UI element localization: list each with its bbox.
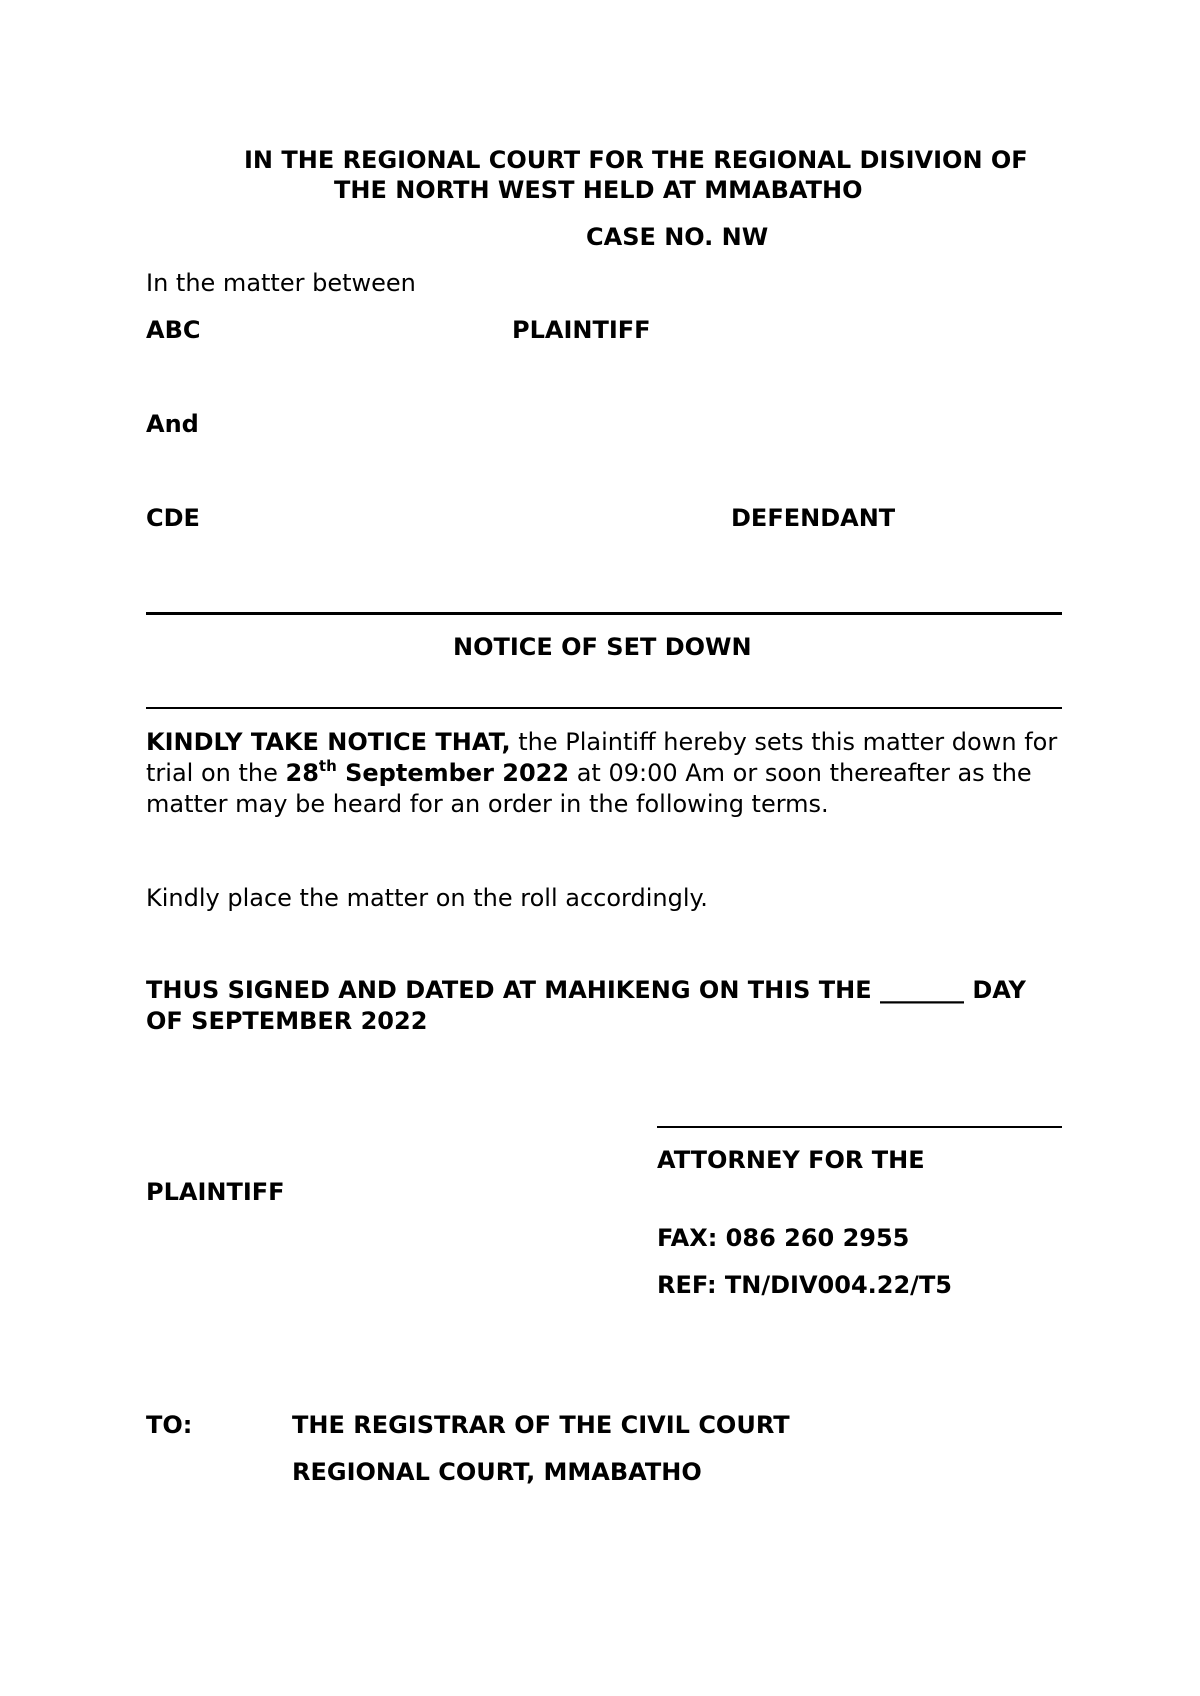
fax-number: FAX: 086 260 2955 — [657, 1224, 910, 1252]
plaintiff-role: PLAINTIFF — [512, 316, 651, 344]
hearing-day: 28 — [285, 759, 319, 787]
defendant-name: CDE — [146, 504, 200, 532]
signed-dated-statement: THUS SIGNED AND DATED AT MAHIKENG ON THIS THE _______ DAY OF SEPTEMBER 2022 — [146, 976, 1026, 1035]
court-heading-line-2: THE NORTH WEST HELD AT MMABATHO — [334, 176, 863, 204]
notice-text-2: at 09:00 Am or soon thereafter as the matter may be heard for an order in the following terms. — [146, 759, 1032, 818]
notice-text-1: the Plaintiff hereby sets this matter down for trial on the — [146, 728, 1058, 787]
notice-lead: KINDLY TAKE NOTICE THAT, — [146, 728, 511, 756]
case-number: CASE NO. NW — [586, 223, 769, 251]
addressee-line-2: REGIONAL COURT, MMABATHO — [292, 1458, 702, 1486]
notice-paragraph — [146, 727, 1066, 820]
roll-instruction: Kindly place the matter on the roll accordingly. — [146, 884, 708, 912]
defendant-role: DEFENDANT — [731, 504, 896, 532]
addressee-label: TO: — [146, 1411, 193, 1439]
court-heading-line-1: IN THE REGIONAL COURT FOR THE REGIONAL DISIVION OF — [244, 146, 1028, 174]
signature-line — [657, 1126, 1062, 1128]
addressee-line-1: THE REGISTRAR OF THE CIVIL COURT — [292, 1411, 790, 1439]
notice-title: NOTICE OF SET DOWN — [453, 633, 752, 661]
reference-number: REF: TN/DIV004.22/T5 — [657, 1271, 953, 1299]
top-divider — [146, 612, 1062, 615]
and-conjunction: And — [146, 410, 199, 438]
attorney-title-line-1: ATTORNEY FOR THE — [657, 1146, 925, 1174]
bottom-divider — [146, 707, 1062, 709]
hearing-day-suffix: th — [318, 757, 337, 775]
matter-intro: In the matter between — [146, 269, 416, 297]
plaintiff-name: ABC — [146, 316, 201, 344]
hearing-month-year: September 2022 — [336, 759, 570, 787]
attorney-title-line-2: PLAINTIFF — [146, 1178, 285, 1206]
